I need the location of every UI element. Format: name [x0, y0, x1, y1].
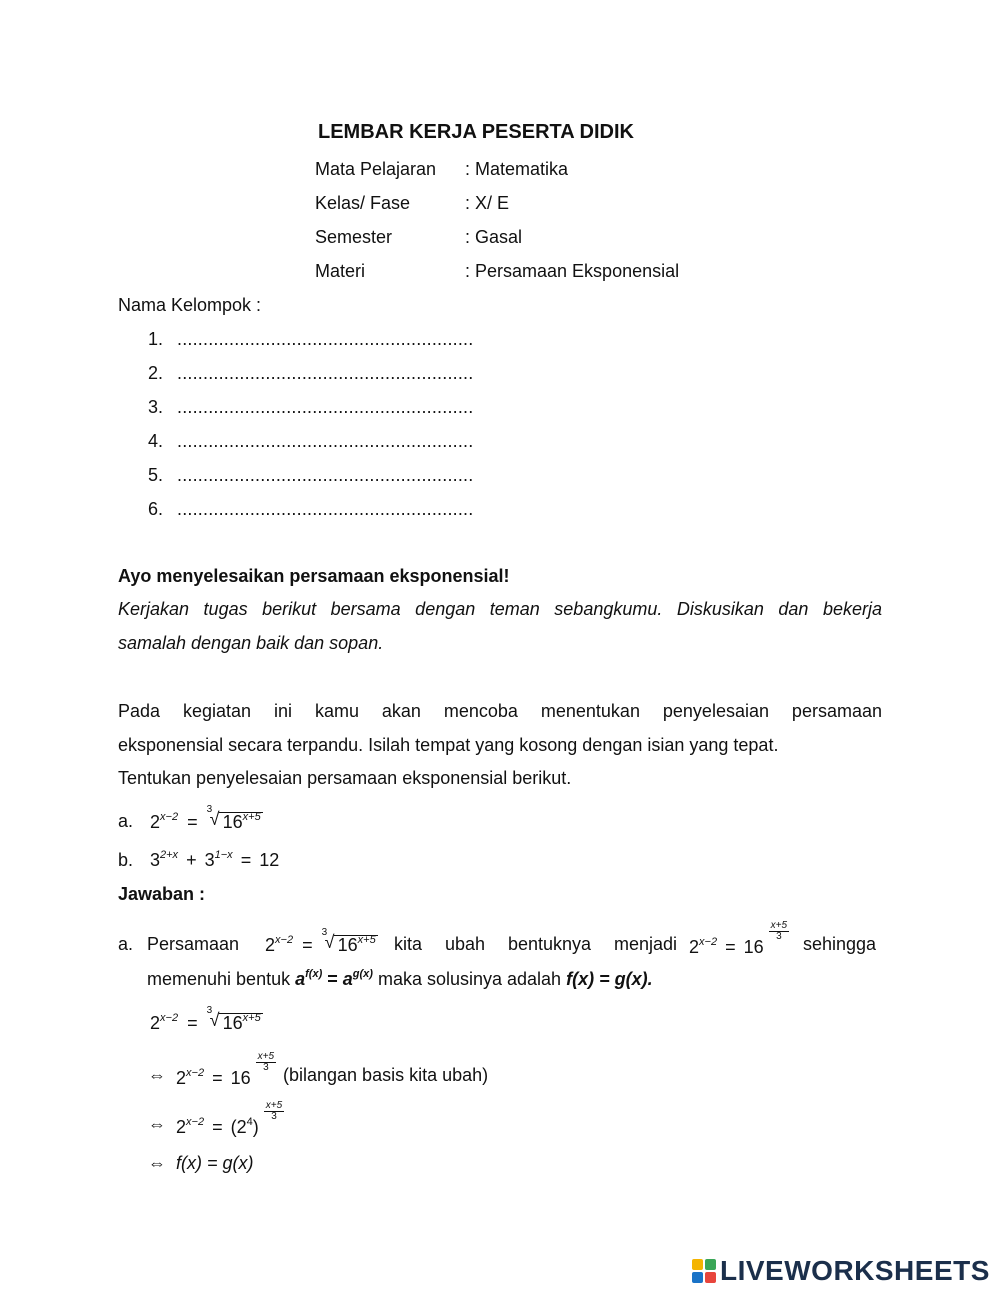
answer-equation-fraction: $2^{x-2} = 16$ $\frac{x+5}{3}$	[689, 920, 788, 957]
member-number: 2.	[148, 363, 164, 383]
step-1-equation: $2^{x-2}$ = 3 √ $16^{x+5}$	[150, 1005, 261, 1033]
answer-sehingga: sehingga	[803, 934, 877, 954]
member-number: 3.	[148, 397, 164, 417]
intro-line-1: Pada kegiatan ini kamu akan mencoba menentukan penyelesaian persamaan	[118, 701, 882, 721]
section-heading: Ayo menyelesaikan persamaan eksponensial!	[118, 566, 510, 586]
logo-text: LIVEWORKSHEETS	[720, 1255, 990, 1286]
meta-value-semester: : Gasal	[465, 227, 523, 247]
page-title: LEMBAR KERJA PESERTA DIDIK	[318, 121, 634, 143]
equivalence-arrow-icon: ⇔	[148, 1065, 166, 1085]
answer-persamaan: Persamaan	[147, 934, 240, 954]
meta-value-subject: : Matematika	[465, 159, 569, 179]
step-2-note: (bilangan basis kita ubah)	[283, 1065, 489, 1085]
member-number: 4.	[148, 431, 164, 451]
logo-square	[692, 1259, 703, 1270]
answer-a-label: a.	[118, 934, 134, 954]
problem-b-equation: $3^{2+x} + 3^{1-x} = 12$	[150, 849, 280, 870]
problem-b-label: b.	[118, 850, 134, 870]
member-number: 6.	[148, 499, 164, 519]
logo-mark-icon	[692, 1259, 716, 1283]
equivalence-arrow-icon: ⇔	[148, 1153, 166, 1173]
problem-a-label: a.	[118, 811, 134, 831]
instruction-line-1: Kerjakan tugas berikut bersama dengan teman sebangkumu. Diskusikan dan bekerja	[118, 599, 882, 619]
meta-value-class: : X/ E	[465, 193, 510, 213]
logo-square	[705, 1259, 716, 1270]
logo-square	[705, 1272, 716, 1283]
logo-square	[692, 1272, 703, 1283]
member-name-blank[interactable]: .........................................................	[177, 329, 474, 349]
meta-label-semester: Semester	[315, 227, 393, 247]
answer-equation-inline: $2^{x-2}$ = 3 √ $16^{x+5}$	[265, 927, 376, 955]
member-name-blank[interactable]: .........................................................	[177, 499, 474, 519]
intro-line-3: Tentukan penyelesaian persamaan eksponensial berikut.	[118, 768, 572, 788]
member-name-blank[interactable]: .........................................................	[177, 363, 474, 383]
answer-phrase: kita ubah bentuknya menjadi	[394, 934, 677, 954]
member-name-blank[interactable]: .........................................................	[177, 431, 474, 451]
meta-label-subject: Mata Pelajaran	[315, 159, 437, 179]
problem-a-equation: $2^{x-2}$ = 3 √ $16^{x+5}$	[150, 804, 261, 832]
step-3-equation: $2^{x-2} = (2^4)$ $\frac{x+5}{3}$	[176, 1100, 283, 1137]
answer-line-2: memenuhi bentuk $a^{f(x)} = a^{g(x)}$ maka solusinya adalah f(x) = g(x).	[147, 968, 653, 989]
meta-value-topic: : Persamaan Eksponensial	[465, 261, 680, 281]
member-number: 5.	[148, 465, 164, 485]
step-2-equation: $2^{x-2} = 16$ $\frac{x+5}{3}$	[176, 1051, 275, 1088]
member-name-blank[interactable]: .........................................................	[177, 465, 474, 485]
instruction-line-2: samalah dengan baik dan sopan.	[118, 633, 384, 653]
member-name-blank[interactable]: .........................................................	[177, 397, 474, 417]
meta-label-class: Kelas/ Fase	[315, 193, 411, 213]
group-label: Nama Kelompok :	[118, 295, 262, 315]
member-number: 1.	[148, 329, 164, 349]
intro-line-2: eksponensial secara terpandu. Isilah tempat yang kosong dengan isian yang tepat.	[118, 735, 779, 755]
step-4-equation: f(x) = g(x)	[176, 1153, 254, 1173]
answer-heading: Jawaban :	[118, 884, 206, 904]
equivalence-arrow-icon: ⇔	[148, 1114, 166, 1134]
liveworksheets-logo	[692, 1255, 990, 1287]
meta-label-topic: Materi	[315, 261, 366, 281]
